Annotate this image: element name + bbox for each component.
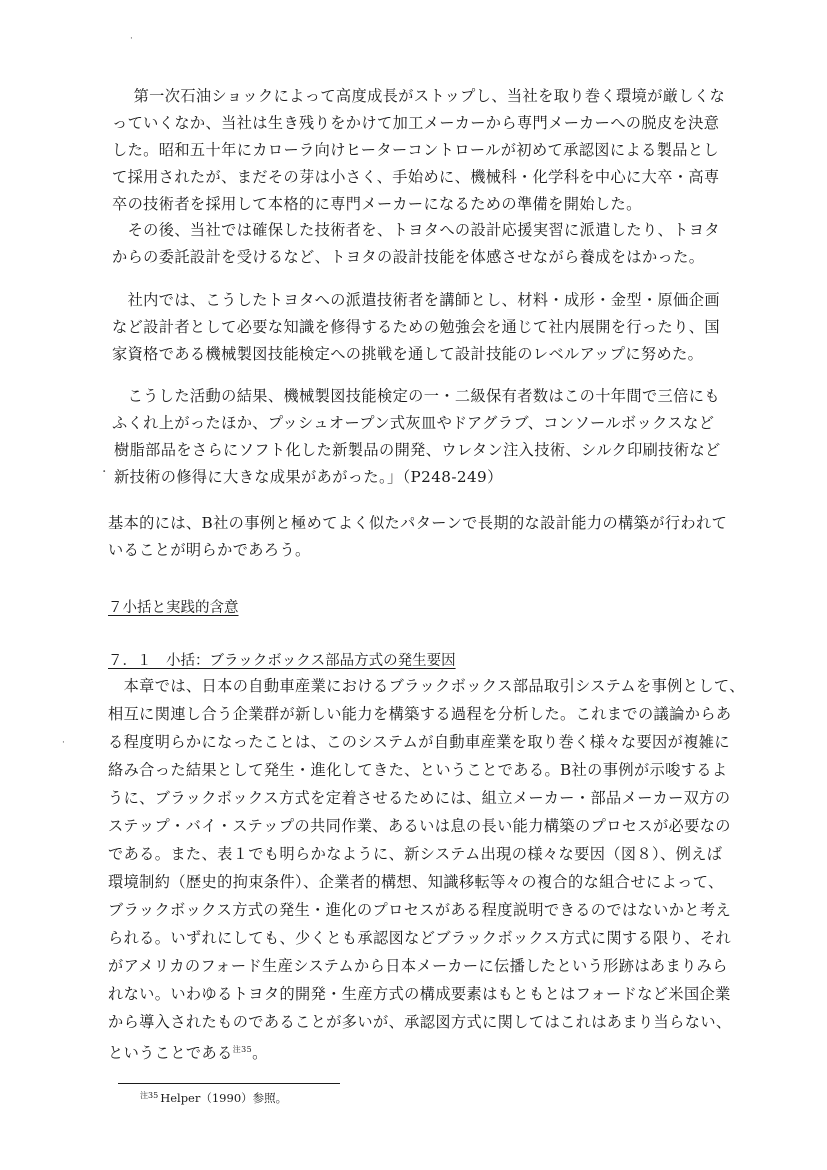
scan-dot: ·	[130, 34, 133, 44]
body-line: ブラックボックス方式の発生・進化のプロセスがある程度説明できるのではないかと考え	[108, 901, 732, 919]
body-line: うに、ブラックボックス方式を定着させるためには、組立メーカー・部品メーカー双方の	[108, 789, 731, 807]
quote-line: 新技術の修得に大きな成果があがった。」（P248-249）	[114, 468, 503, 486]
quote-line: からの委託設計を受けるなど、トヨタの設計技能を体感させながら養成をはかった。	[112, 248, 705, 266]
quote-line: 卒の技術者を採用して本格的に専門メーカーになるための準備を開始した。	[112, 195, 642, 213]
section-heading: ７小括と実践的含意	[108, 600, 239, 616]
body-line-text: ということである	[108, 1044, 233, 1062]
body-line: れない。いわゆるトヨタ的開発・生産方式の構成要素はもともとはフォードなど米国企業	[108, 985, 731, 1003]
quote-line: っていくなか、当社は生き残りをかけて加工メーカーから専門メーカーへの脱皮を決意	[112, 114, 720, 132]
quote-line: 家資格である機械製図技能検定への挑戦を通して設計技能のレベルアップに努めた。	[112, 345, 704, 363]
body-line: 相互に関連し合う企業群が新しい能力を構築する過程を分析した。これまでの議論からあ	[108, 705, 732, 723]
quote-line: 樹脂部品をさらにソフト化した新製品の開発、ウレタン注入技術、シルク印刷技術など	[114, 441, 721, 459]
scan-dot: ·	[62, 738, 65, 748]
quote-line: こうした活動の結果、機械製図技能検定の一・二級保有者数はこの十年間で三倍にも	[112, 387, 720, 405]
quote-line: ふくれ上がったほか、プッシュオープン式灰皿やドアグラブ、コンソールボックスなど	[112, 414, 715, 432]
body-line-end: 。	[252, 1044, 268, 1062]
body-line: から導入されたものであることが多いが、承認図方式に関してはこれはあまり当らない、	[108, 1013, 732, 1031]
body-line: ステップ・バイ・ステップの共同作業、あるいは息の長い能力構築のプロセスが必要なの	[108, 817, 731, 835]
quote-line: 社内では、こうしたトヨタへの派遣技術者を講師とし、材料・成形・金型・原価企画	[112, 291, 720, 309]
body-line: る程度明らかになったことは、このシステムが自動車産業を取り巻く様々な要因が複雑に	[108, 733, 730, 751]
footnote-reference[interactable]: 注35	[232, 1045, 253, 1054]
scan-dot: ·	[102, 464, 107, 480]
subsection-heading: ７．１ 小括：ブラックボックス部品方式の発生要因	[108, 653, 456, 669]
body-line-last	[108, 1040, 268, 1063]
body-line: 環境制約（歴史的拘束条件）、企業者的構想、知識移転等々の複合的な組合せによって、	[108, 873, 724, 891]
quote-line: した。昭和五十年にカローラ向けヒーターコントロールが初めて承認図による製品とし	[112, 141, 720, 159]
body-line: られる。いずれにしても、少くとも承認図などブラックボックス方式に関する限り、それ	[108, 929, 732, 947]
body-line: がアメリカのフォード生産システムから日本メーカーに伝播したという形跡はあまりみら	[108, 957, 728, 975]
footnote	[140, 1088, 287, 1106]
footnote-text: Helper（1990）参照。	[160, 1091, 288, 1105]
quote-line: その後、当社では確保した技術者を、トヨタへの設計応援実習に派遣したり、トヨタ	[112, 221, 720, 239]
summary-line: いることが明らかであろう。	[108, 541, 311, 559]
quote-line: て採用されたが、まだその芽は小さく、手始めに、機械科・化学科を中心に大卒・高専	[112, 168, 720, 186]
body-line: である。また、表１でも明らかなように、新システム出現の様々な要因（図８）、例えば	[108, 845, 723, 863]
body-line: 本章では、日本の自動車産業におけるブラックボックス部品取引システムを事例として、	[108, 677, 745, 695]
quote-line: 第一次石油ショックによって高度成長がストップし、当社を取り巻く環境が厳しくな	[118, 87, 726, 105]
quote-line: など設計者として必要な知識を修得するための勉強会を通じて社内展開を行ったり、国	[112, 318, 720, 336]
body-line: 絡み合った結果として発生・進化してきた、ということである。B社の事例が示唆するよ	[108, 761, 728, 779]
footnote-marker: 注35	[140, 1091, 159, 1100]
summary-line: 基本的には、B社の事例と極めてよく似たパターンで長期的な設計能力の構築が行われて	[108, 514, 728, 532]
footnote-rule	[118, 1083, 340, 1084]
